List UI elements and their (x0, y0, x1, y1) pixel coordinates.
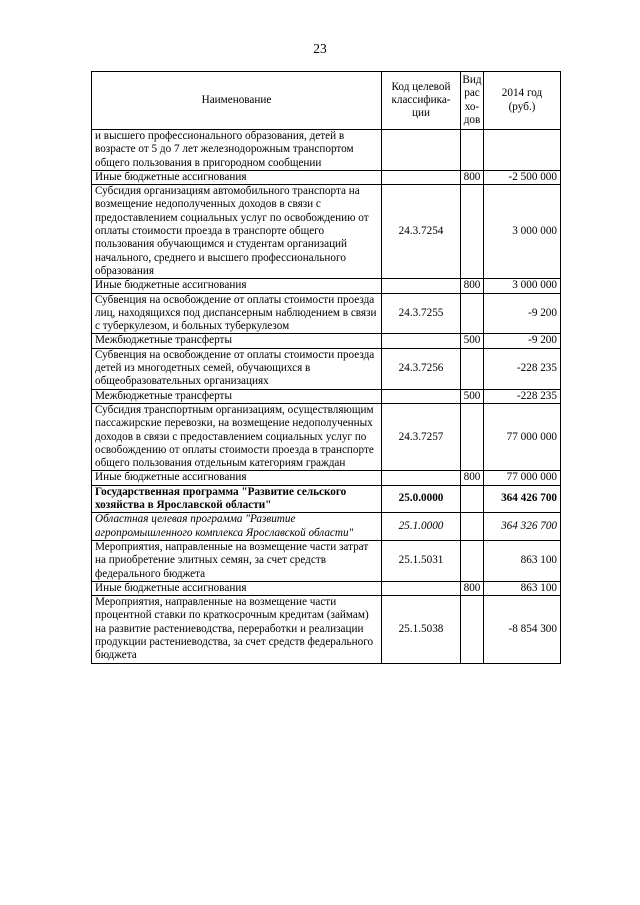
row-name: Иные бюджетные ассигнования (92, 170, 382, 184)
table-header-row (92, 72, 561, 130)
row-name: Межбюджетные трансферты (92, 334, 382, 348)
row-code: 24.3.7257 (382, 403, 461, 470)
row-name: Иные бюджетные ассигнования (92, 581, 382, 595)
row-code (382, 170, 461, 184)
row-name: Субсидия организациям автомобильного транспорта на возмещение недополученных доходов в связи с предоставлением социальных услуг по освобождению от оплаты стоимости проезда в транспорте общего пользования обучающимся и студентам организаций начального, среднего и высшего профессионального образования (92, 185, 382, 279)
row-code: 25.0.0000 (382, 485, 461, 513)
row-name: Областная целевая программа "Развитие агропромышленного комплекса Ярославской области" (92, 513, 382, 541)
row-amount: 3 000 000 (484, 185, 561, 279)
row-kind: 800 (461, 170, 484, 184)
row-kind (461, 185, 484, 279)
row-code (382, 389, 461, 403)
row-amount: -228 235 (484, 389, 561, 403)
row-kind: 800 (461, 471, 484, 485)
row-kind: 500 (461, 334, 484, 348)
table-row (92, 389, 561, 403)
row-amount (484, 130, 561, 171)
row-kind: 500 (461, 389, 484, 403)
row-name: Иные бюджетные ассигнования (92, 471, 382, 485)
table-row (92, 185, 561, 279)
header-code: Код целевой классифика-ции (382, 72, 461, 130)
row-name: Межбюджетные трансферты (92, 389, 382, 403)
row-kind (461, 596, 484, 663)
page-number: 23 (313, 41, 327, 56)
row-kind: 800 (461, 581, 484, 595)
row-kind (461, 348, 484, 389)
row-code (382, 130, 461, 171)
row-code: 25.1.5038 (382, 596, 461, 663)
row-kind: 800 (461, 279, 484, 293)
row-name: и высшего профессионального образования, детей в возрасте от 5 до 7 лет железнодорожным транспортом общего пользования в пригородном сообщении (92, 130, 382, 171)
row-kind (461, 403, 484, 470)
table-row (92, 279, 561, 293)
row-code (382, 279, 461, 293)
row-amount: 364 426 700 (484, 485, 561, 513)
row-code: 25.1.0000 (382, 513, 461, 541)
header-name: Наименование (92, 72, 382, 130)
row-name: Мероприятия, направленные на возмещение части процентной ставки по краткосрочным кредитам (займам) на развитие растениеводства, переработки и реализации продукции растениеводства, за счет средств федерального бюджета (92, 596, 382, 663)
row-name: Иные бюджетные ассигнования (92, 279, 382, 293)
table-row (92, 293, 561, 334)
header-kind: Вид рас хо-дов (461, 72, 484, 130)
table-row (92, 348, 561, 389)
table-row (92, 485, 561, 513)
row-code: 24.3.7255 (382, 293, 461, 334)
row-kind (461, 293, 484, 334)
row-amount: 3 000 000 (484, 279, 561, 293)
budget-table (91, 71, 561, 664)
row-kind (461, 485, 484, 513)
row-amount: 77 000 000 (484, 403, 561, 470)
row-amount: -228 235 (484, 348, 561, 389)
table-row (92, 471, 561, 485)
row-name: Субвенция на освобождение от оплаты стоимости проезда лиц, находящихся под диспансерным наблюдением в связи с туберкулезом, и больных туберкулезом (92, 293, 382, 334)
row-kind (461, 513, 484, 541)
row-name: Мероприятия, направленные на возмещение части затрат на приобретение элитных семян, за счет средств федерального бюджета (92, 540, 382, 581)
row-amount: -9 200 (484, 334, 561, 348)
table-row (92, 334, 561, 348)
row-amount: 863 100 (484, 540, 561, 581)
row-code (382, 471, 461, 485)
header-amount: 2014 год (руб.) (484, 72, 561, 130)
table-row (92, 596, 561, 663)
row-name: Субвенция на освобождение от оплаты стоимости проезда детей из многодетных семей, обучающихся в общеобразовательных организациях (92, 348, 382, 389)
row-amount: -2 500 000 (484, 170, 561, 184)
row-name: Государственная программа "Развитие сельского хозяйства в Ярославской области" (92, 485, 382, 513)
row-amount: 364 326 700 (484, 513, 561, 541)
row-code (382, 334, 461, 348)
table-row (92, 170, 561, 184)
table-row (92, 403, 561, 470)
row-name: Субсидия транспортным организациям, осуществляющим пассажирские перевозки, на возмещение недополученных доходов в связи с предоставлением социальных услуг по освобождению от оплаты стоимости проезда в транспорте общего пользования отдельным категориям граждан (92, 403, 382, 470)
row-kind (461, 540, 484, 581)
row-amount: -8 854 300 (484, 596, 561, 663)
table-row (92, 130, 561, 171)
table-row (92, 540, 561, 581)
table-row (92, 581, 561, 595)
row-kind (461, 130, 484, 171)
row-amount: -9 200 (484, 293, 561, 334)
table-row (92, 513, 561, 541)
row-code: 25.1.5031 (382, 540, 461, 581)
row-code (382, 581, 461, 595)
row-code: 24.3.7256 (382, 348, 461, 389)
row-amount: 863 100 (484, 581, 561, 595)
row-amount: 77 000 000 (484, 471, 561, 485)
row-code: 24.3.7254 (382, 185, 461, 279)
